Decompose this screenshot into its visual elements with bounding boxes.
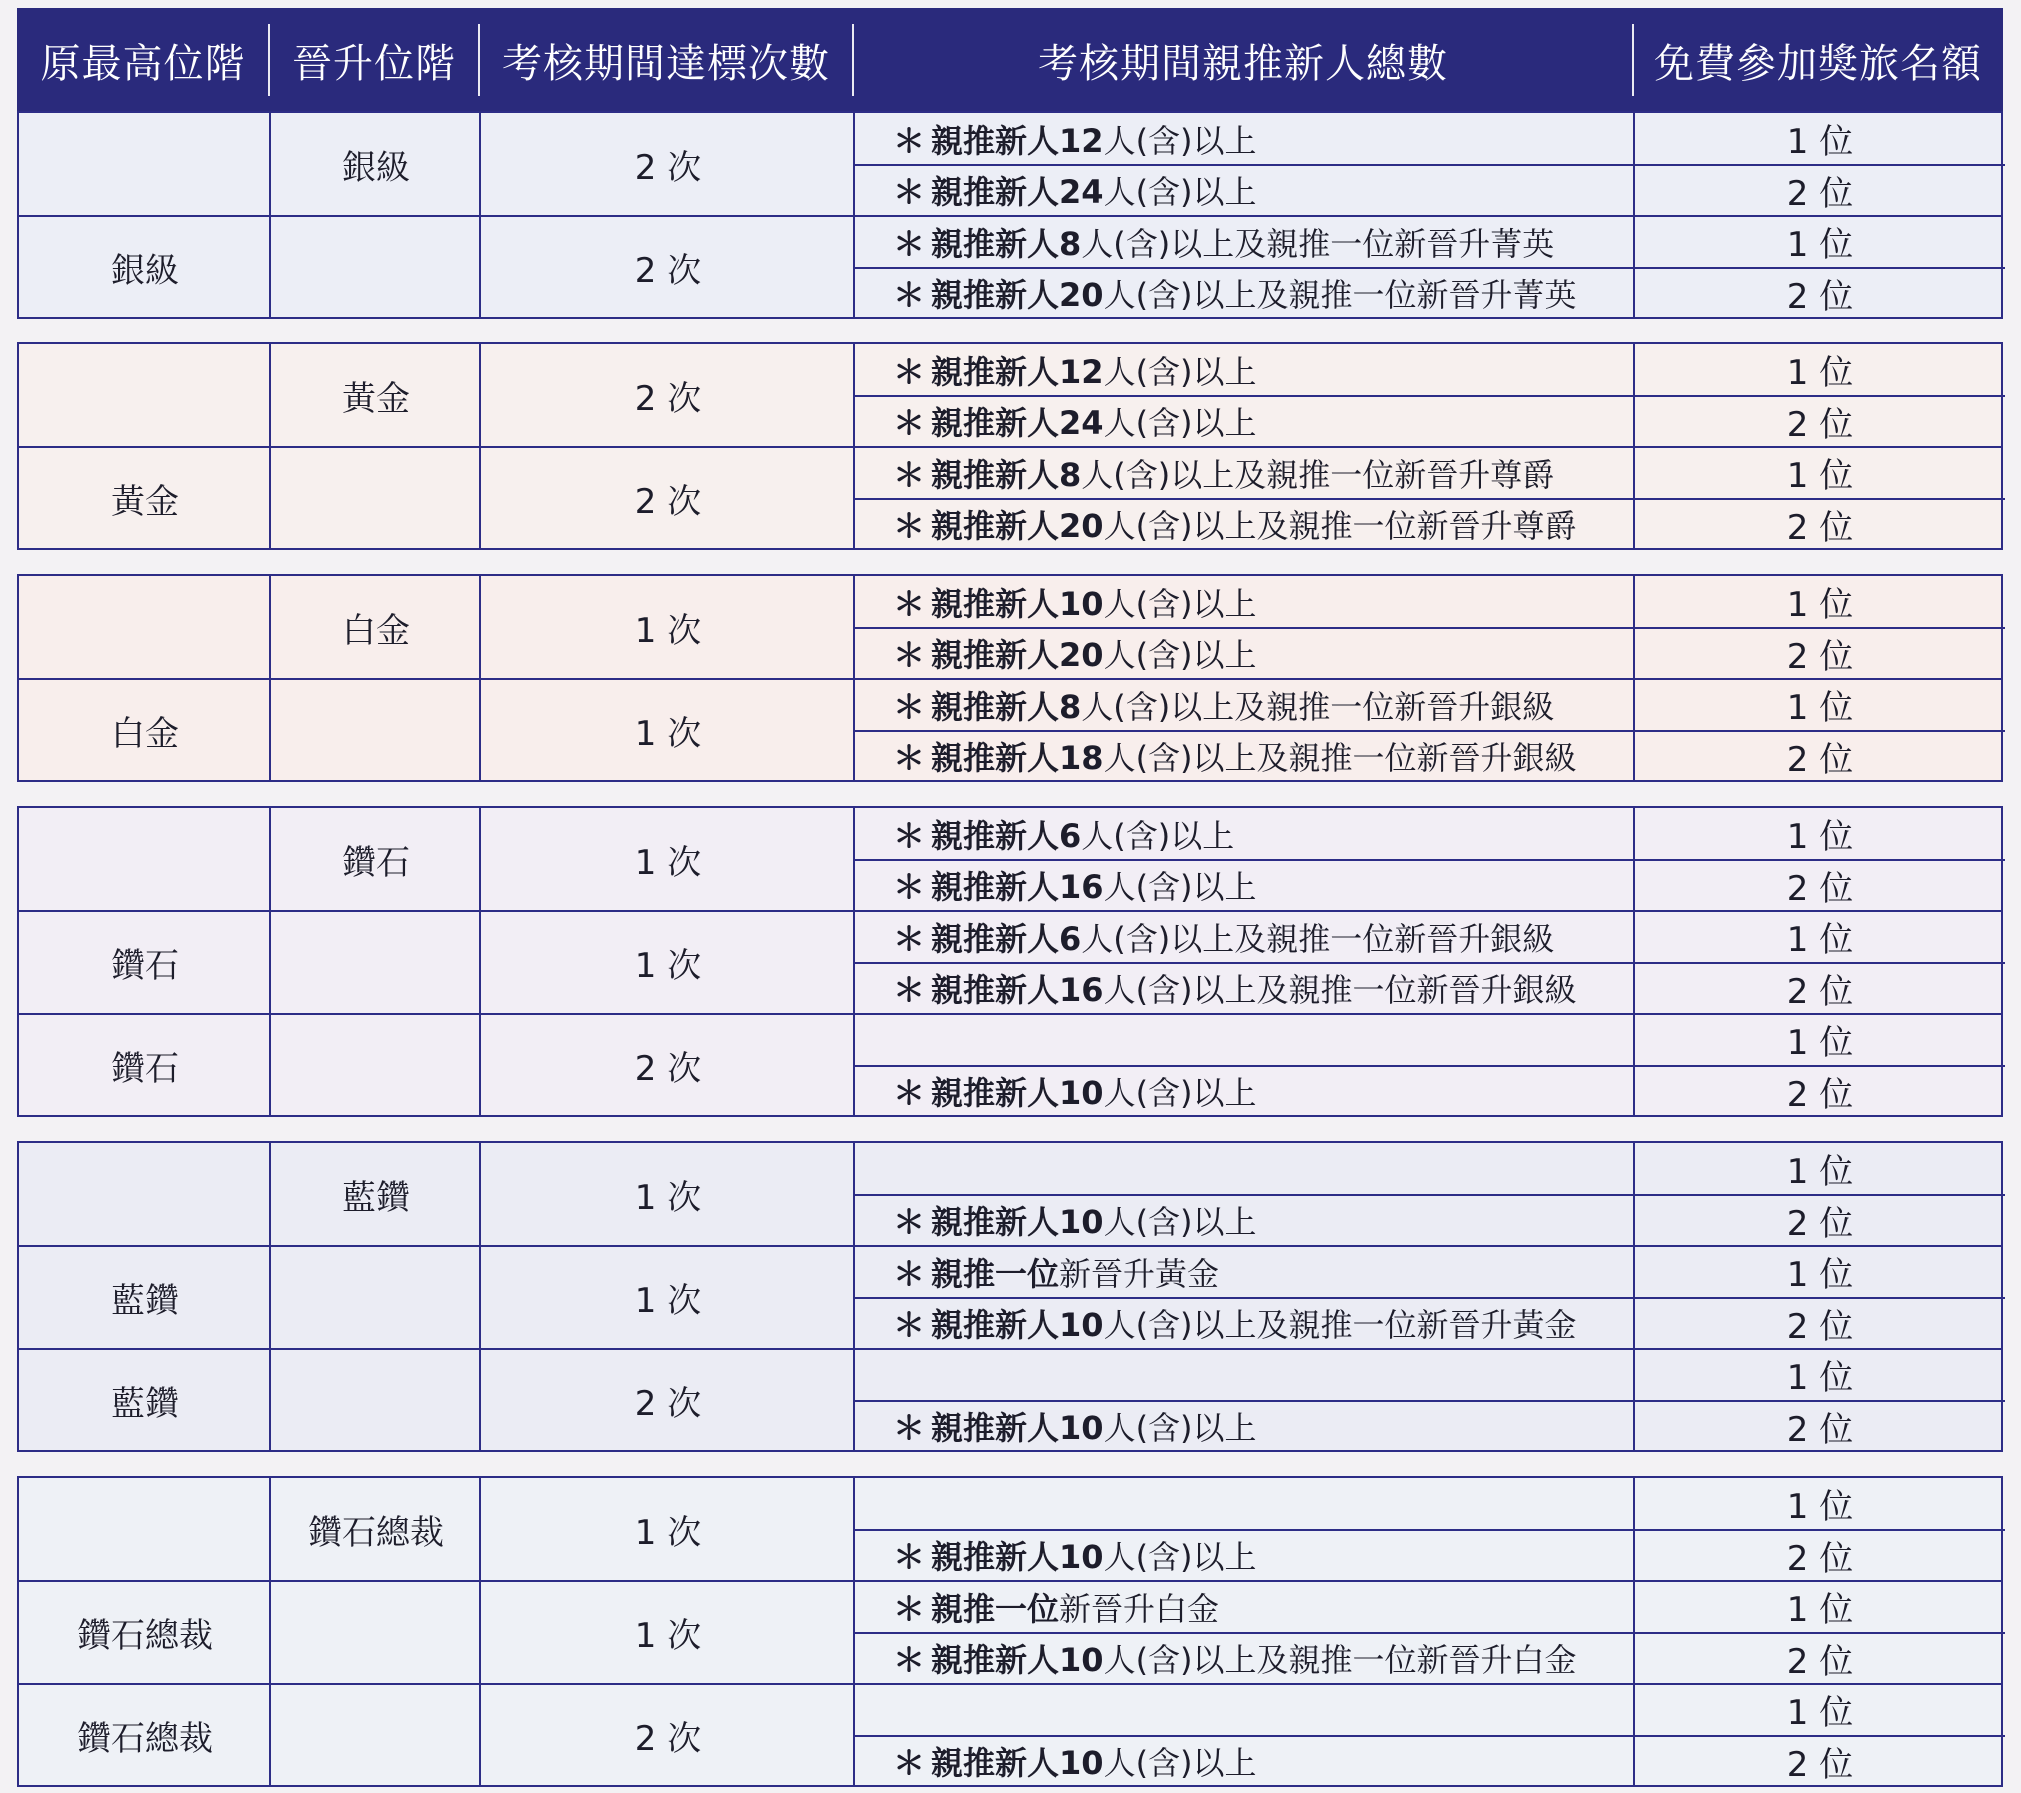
asterisk-icon: ＊ [893,1306,926,1345]
trip-quota-cell: 1 位 [1786,1255,1854,1296]
requirement-bold-text: 親推新人8 [931,455,1082,494]
promoted-rank-cell [271,447,481,550]
asterisk-icon: ＊ [893,455,926,494]
header-recruits-total: 考核期間親推新人總數 [1038,40,1448,87]
requirement-bold-text: 親推新人12 [931,121,1104,160]
requirement-text: 人(含)以上 [1103,1203,1257,1242]
promoted-rank-cell: 銀級 [342,148,410,188]
requirement-text: 人(含)以上 [1081,816,1235,855]
recruit-requirement [893,731,1623,783]
original-rank-cell: 鑽石 [111,946,179,986]
requirement-text: 人(含)以上 [1103,584,1257,623]
trip-quota-cell: 1 位 [1786,353,1854,394]
asterisk-icon: ＊ [893,1203,926,1242]
qualify-count-cell: 2 次 [634,1049,702,1089]
asterisk-icon: ＊ [893,816,926,855]
promoted-rank-cell [271,679,481,782]
recruit-requirement [893,1143,1623,1195]
promoted-rank-cell: 鑽石 [342,843,410,883]
requirement-bold-text: 親推新人24 [931,173,1104,212]
trip-quota-cell: 1 位 [1786,456,1854,497]
qualify-count-cell: 2 次 [634,251,702,291]
promoted-rank-cell: 黃金 [342,379,410,419]
asterisk-icon: ＊ [893,636,926,675]
qualify-count-cell: 1 次 [634,843,702,883]
asterisk-icon: ＊ [893,507,926,546]
trip-quota-cell: 1 位 [1786,1358,1854,1399]
trip-quota-cell: 2 位 [1786,1538,1854,1579]
requirement-text: 人(含)以上 [1103,636,1257,675]
asterisk-icon: ＊ [893,1254,926,1293]
table-group [17,806,2003,1117]
requirement-bold-text: 親推一位 [931,1254,1060,1293]
requirement-text: 新晉升白金 [1059,1589,1220,1628]
promoted-rank-cell [271,1349,481,1452]
promoted-rank-cell [271,1684,481,1787]
original-rank-cell [19,344,271,447]
asterisk-icon: ＊ [893,971,926,1010]
qualify-count-cell: 2 次 [634,1719,702,1759]
asterisk-icon: ＊ [893,1744,926,1783]
qualify-count-cell: 2 次 [634,482,702,522]
recruit-requirement [893,1581,1623,1633]
requirement-text: 人(含)以上及親推一位新晉升銀級 [1103,971,1577,1010]
recruit-requirement [893,268,1623,320]
trip-quota-cell: 1 位 [1786,585,1854,626]
promoted-rank-cell: 鑽石總裁 [308,1513,444,1553]
header-trip-quota: 免費參加獎旅名額 [1654,40,1982,87]
promoted-rank-cell [271,911,481,1014]
trip-quota-cell: 2 位 [1786,173,1854,214]
requirement-text: 新晉升黃金 [1059,1254,1220,1293]
requirement-bold-text: 親推一位 [931,1589,1060,1628]
qualify-count-cell: 1 次 [634,714,702,754]
requirement-bold-text: 親推新人16 [931,971,1104,1010]
requirement-text: 人(含)以上 [1103,1409,1257,1448]
original-rank-cell: 藍鑽 [111,1384,179,1424]
asterisk-icon: ＊ [893,868,926,907]
trip-quota-cell: 2 位 [1786,404,1854,445]
original-rank-cell: 白金 [111,714,179,754]
original-rank-cell [19,113,271,216]
requirement-text: 人(含)以上 [1103,352,1257,391]
requirement-text: 人(含)以上及親推一位新晉升菁英 [1103,276,1577,315]
table-group [17,1476,2003,1787]
recruit-requirement [893,679,1623,731]
requirement-text: 人(含)以上 [1103,404,1257,443]
recruit-requirement [893,499,1623,551]
trip-quota-cell: 1 位 [1786,817,1854,858]
requirement-text: 人(含)以上及親推一位新晉升黃金 [1103,1306,1577,1345]
asterisk-icon: ＊ [893,584,926,623]
trip-quota-cell: 2 位 [1786,1203,1854,1244]
requirement-bold-text: 親推新人10 [931,1744,1104,1783]
trip-quota-cell: 1 位 [1786,1487,1854,1528]
requirement-text: 人(含)以上及親推一位新晉升尊爵 [1103,507,1577,546]
table-group [17,342,2003,550]
recruit-requirement [893,628,1623,680]
promoted-rank-cell: 藍鑽 [342,1178,410,1218]
promoted-rank-cell [271,216,481,319]
requirement-text: 人(含)以上及親推一位新晉升銀級 [1103,739,1577,778]
header-separator [852,24,854,96]
requirement-bold-text: 親推新人20 [931,636,1104,675]
trip-quota-cell: 2 位 [1786,1744,1854,1785]
qualify-count-cell: 1 次 [634,1513,702,1553]
recruit-requirement [893,1401,1623,1453]
asterisk-icon: ＊ [893,1074,926,1113]
qualify-count-cell: 1 次 [634,1616,702,1656]
recruit-requirement [893,1298,1623,1350]
promoted-rank-cell [271,1581,481,1684]
original-rank-cell: 鑽石 [111,1049,179,1089]
trip-quota-cell: 2 位 [1786,507,1854,548]
trip-quota-cell: 2 位 [1786,971,1854,1012]
trip-quota-cell: 2 位 [1786,276,1854,317]
asterisk-icon: ＊ [893,1641,926,1680]
original-rank-cell [19,808,271,911]
trip-quota-cell: 1 位 [1786,1152,1854,1193]
requirement-bold-text: 親推新人20 [931,507,1104,546]
requirement-text: 人(含)以上及親推一位新晉升菁英 [1081,224,1555,263]
requirement-bold-text: 親推新人6 [931,919,1082,958]
recruit-requirement [893,447,1623,499]
requirement-bold-text: 親推新人8 [931,224,1082,263]
requirement-bold-text: 親推新人10 [931,1306,1104,1345]
requirement-bold-text: 親推新人10 [931,1074,1104,1113]
asterisk-icon: ＊ [893,352,926,391]
promoted-rank-cell [271,1014,481,1117]
header-separator [1632,24,1634,96]
requirement-text: 人(含)以上及親推一位新晉升銀級 [1081,919,1555,958]
original-rank-cell [19,1143,271,1246]
requirement-text: 人(含)以上及親推一位新晉升銀級 [1081,687,1555,726]
recruit-requirement [893,1066,1623,1118]
asterisk-icon: ＊ [893,1589,926,1628]
original-rank-cell [19,576,271,679]
recruit-requirement [893,963,1623,1015]
requirement-bold-text: 親推新人20 [931,276,1104,315]
asterisk-icon: ＊ [893,276,926,315]
original-rank-cell: 藍鑽 [111,1281,179,1321]
requirement-text: 人(含)以上及親推一位新晉升尊爵 [1081,455,1555,494]
recruit-requirement [893,344,1623,396]
recruit-requirement [893,911,1623,963]
recruit-requirement [893,1736,1623,1788]
recruit-requirement [893,216,1623,268]
trip-quota-cell: 2 位 [1786,1074,1854,1115]
trip-quota-cell: 2 位 [1786,1409,1854,1450]
qualify-count-cell: 1 次 [634,1281,702,1321]
requirement-text: 人(含)以上 [1103,1744,1257,1783]
recruit-requirement [893,165,1623,217]
trip-quota-cell: 1 位 [1786,122,1854,163]
trip-quota-cell: 2 位 [1786,1306,1854,1347]
requirement-text: 人(含)以上 [1103,173,1257,212]
original-rank-cell: 銀級 [111,251,179,291]
requirement-bold-text: 親推新人24 [931,404,1104,443]
qualify-count-cell: 2 次 [634,148,702,188]
recruit-requirement [893,396,1623,448]
table-group [17,1141,2003,1452]
requirement-bold-text: 親推新人12 [931,352,1104,391]
recruit-requirement [893,1633,1623,1685]
requirement-bold-text: 親推新人6 [931,816,1082,855]
requirement-text: 人(含)以上 [1103,1074,1257,1113]
table-header [17,8,2003,112]
trip-quota-cell: 2 位 [1786,739,1854,780]
recruit-requirement [893,1195,1623,1247]
recruit-requirement [893,1349,1623,1401]
recruit-requirement [893,860,1623,912]
original-rank-cell: 鑽石總裁 [77,1719,213,1759]
trip-quota-cell: 1 位 [1786,1590,1854,1631]
asterisk-icon: ＊ [893,1538,926,1577]
promoted-rank-cell: 白金 [342,611,410,651]
trip-quota-cell: 1 位 [1786,920,1854,961]
requirement-bold-text: 親推新人10 [931,584,1104,623]
header-qualify-count: 考核期間達標次數 [502,40,830,87]
requirement-text: 人(含)以上 [1103,868,1257,907]
recruit-requirement [893,113,1623,165]
recruit-requirement [893,1530,1623,1582]
asterisk-icon: ＊ [893,1409,926,1448]
asterisk-icon: ＊ [893,173,926,212]
asterisk-icon: ＊ [893,739,926,778]
header-original-rank: 原最高位階 [40,40,246,87]
requirement-bold-text: 親推新人10 [931,1641,1104,1680]
table-group [17,574,2003,782]
promoted-rank-cell [271,1246,481,1349]
trip-quota-cell: 1 位 [1786,1023,1854,1064]
trip-quota-cell: 2 位 [1786,1641,1854,1682]
header-separator [268,24,270,96]
requirement-bold-text: 親推新人8 [931,687,1082,726]
requirement-bold-text: 親推新人18 [931,739,1104,778]
requirement-bold-text: 親推新人10 [931,1203,1104,1242]
qualify-count-cell: 1 次 [634,946,702,986]
recruit-requirement [893,1246,1623,1298]
trip-quota-cell: 1 位 [1786,1693,1854,1734]
asterisk-icon: ＊ [893,687,926,726]
header-promoted-rank: 晉升位階 [292,40,456,87]
asterisk-icon: ＊ [893,224,926,263]
header-separator [478,24,480,96]
requirement-bold-text: 親推新人10 [931,1538,1104,1577]
asterisk-icon: ＊ [893,919,926,958]
original-rank-cell: 黃金 [111,482,179,522]
recruit-requirement [893,1014,1623,1066]
qualify-count-cell: 1 次 [634,1178,702,1218]
requirement-text: 人(含)以上及親推一位新晉升白金 [1103,1641,1577,1680]
requirement-bold-text: 親推新人16 [931,868,1104,907]
recruit-requirement [893,576,1623,628]
asterisk-icon: ＊ [893,121,926,160]
recruit-requirement [893,1478,1623,1530]
requirement-text: 人(含)以上 [1103,1538,1257,1577]
trip-quota-cell: 2 位 [1786,868,1854,909]
trip-quota-cell: 1 位 [1786,225,1854,266]
requirement-text: 人(含)以上 [1103,121,1257,160]
asterisk-icon: ＊ [893,404,926,443]
recruit-requirement [893,1684,1623,1736]
original-rank-cell: 鑽石總裁 [77,1616,213,1656]
requirement-bold-text: 親推新人10 [931,1409,1104,1448]
recruit-requirement [893,808,1623,860]
qualify-count-cell: 2 次 [634,1384,702,1424]
trip-quota-cell: 1 位 [1786,688,1854,729]
table-group [17,111,2003,319]
original-rank-cell [19,1478,271,1581]
qualify-count-cell: 1 次 [634,611,702,651]
trip-quota-cell: 2 位 [1786,636,1854,677]
qualify-count-cell: 2 次 [634,379,702,419]
